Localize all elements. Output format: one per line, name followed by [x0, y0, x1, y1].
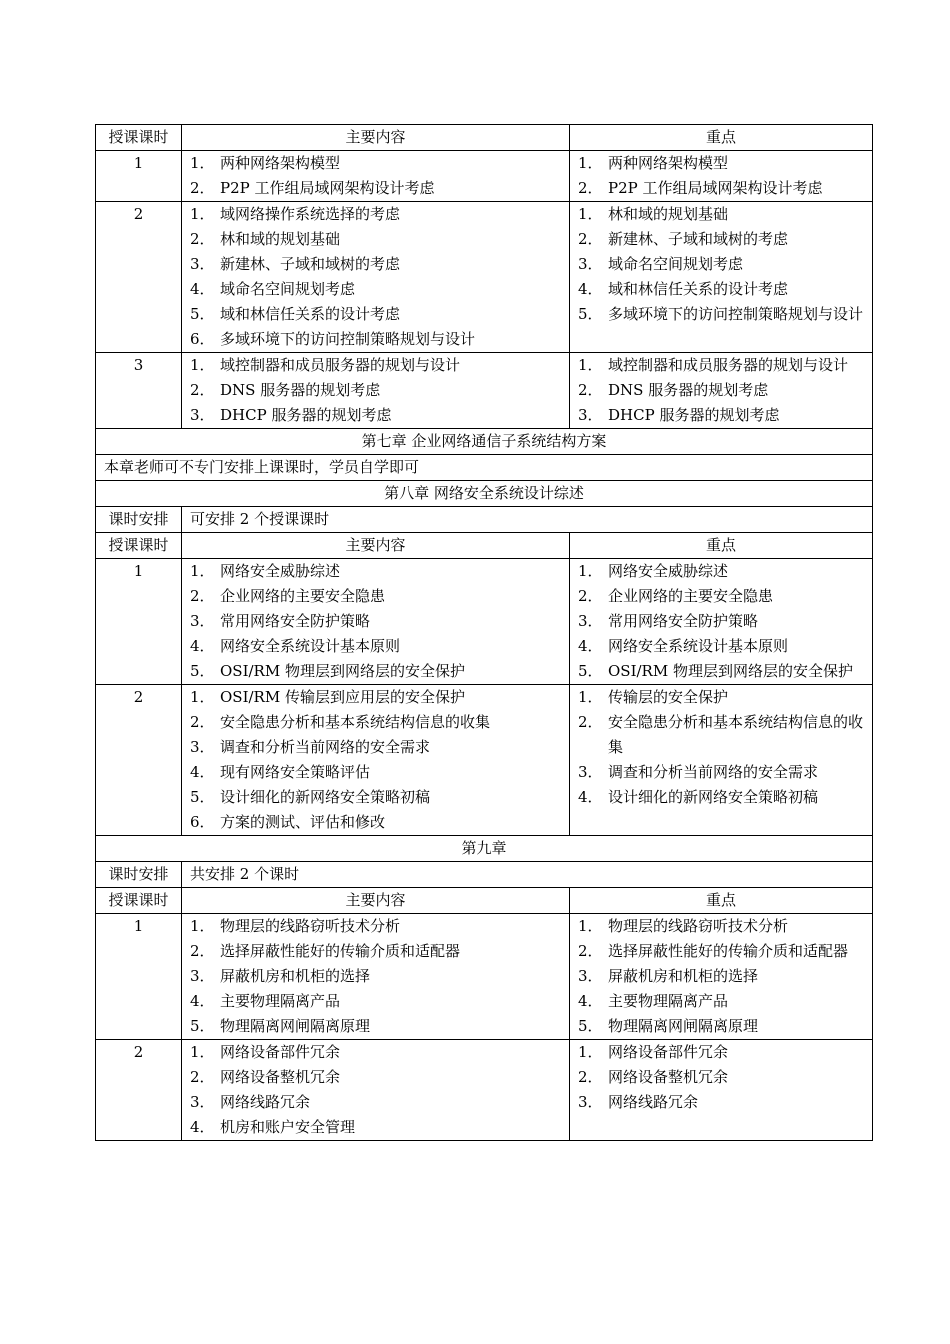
item-text: 物理隔离网闸隔离原理	[220, 1017, 371, 1035]
list-item	[182, 659, 569, 684]
column-header-row	[96, 125, 873, 151]
list-item	[182, 1065, 569, 1090]
item-number: 1．	[190, 205, 215, 223]
item-text: DNS 服务器的规划考虑	[220, 381, 381, 399]
item-text: 网络设备部件冗余	[608, 1043, 729, 1061]
session-number: 1	[96, 914, 182, 1040]
item-text: 机房和账户安全管理	[220, 1118, 356, 1136]
item-text: 安全隐患分析和基本系统结构信息的收集	[608, 713, 864, 756]
list-item	[182, 403, 569, 428]
item-number: 5．	[190, 788, 215, 806]
item-text: DNS 服务器的规划考虑	[608, 381, 769, 399]
item-number: 4．	[190, 1118, 215, 1136]
item-text: 新建林、子域和域树的考虑	[608, 230, 789, 248]
list-item	[182, 810, 569, 835]
content-cell	[182, 559, 570, 685]
list-item	[182, 1014, 569, 1039]
item-text: 网络设备整机冗余	[608, 1068, 729, 1086]
item-text: OSI/RM 物理层到网络层的安全保护	[608, 662, 853, 680]
list-item	[182, 785, 569, 810]
item-text: 企业网络的主要安全隐患	[220, 587, 386, 605]
item-text: 域命名空间规划考虑	[220, 280, 356, 298]
item-number: 6．	[190, 813, 215, 831]
list-item	[570, 378, 872, 403]
item-number: 3．	[578, 967, 603, 985]
item-text: 林和域的规划基础	[608, 205, 729, 223]
content-header: 主要内容	[182, 533, 570, 559]
list-item	[570, 1090, 872, 1115]
list-item	[182, 227, 569, 252]
list-item	[182, 202, 569, 227]
schedule-label: 课时安排	[96, 862, 182, 888]
item-number: 3．	[578, 406, 603, 424]
item-text: 主要物理隔离产品	[220, 992, 341, 1010]
item-text: 物理层的线路窃听技术分析	[608, 917, 789, 935]
content-header: 主要内容	[182, 125, 570, 151]
item-number: 3．	[578, 255, 603, 273]
item-number: 4．	[190, 637, 215, 655]
key-points-cell	[570, 151, 873, 202]
item-number: 4．	[578, 637, 603, 655]
column-header-row	[96, 533, 873, 559]
item-number: 2．	[190, 587, 215, 605]
item-number: 1．	[190, 1043, 215, 1061]
item-number: 4．	[578, 788, 603, 806]
item-number: 2．	[190, 230, 215, 248]
item-number: 4．	[578, 992, 603, 1010]
item-text: DHCP 服务器的规划考虑	[608, 406, 780, 424]
list-item	[570, 964, 872, 989]
item-number: 1．	[578, 917, 603, 935]
list-item	[570, 785, 872, 810]
item-text: 调查和分析当前网络的安全需求	[608, 763, 819, 781]
list-item	[570, 1040, 872, 1065]
list-item	[182, 634, 569, 659]
item-text: OSI/RM 物理层到网络层的安全保护	[220, 662, 465, 680]
syllabus-table	[95, 124, 873, 1141]
item-number: 3．	[578, 612, 603, 630]
item-text: 选择屏蔽性能好的传输介质和适配器	[220, 942, 461, 960]
item-number: 3．	[190, 255, 215, 273]
item-number: 1．	[578, 1043, 603, 1061]
item-text: 两种网络架构模型	[608, 154, 729, 172]
content-cell	[182, 151, 570, 202]
item-text: 域和林信任关系的设计考虑	[608, 280, 789, 298]
list-item	[182, 1040, 569, 1065]
content-cell	[182, 353, 570, 429]
session-row	[96, 559, 873, 685]
list-item	[570, 559, 872, 584]
item-text: P2P 工作组局域网架构设计考虑	[220, 179, 435, 197]
list-item	[182, 378, 569, 403]
item-number: 5．	[190, 305, 215, 323]
item-number: 2．	[578, 713, 603, 731]
item-text: 网络设备整机冗余	[220, 1068, 341, 1086]
key-points-cell	[570, 202, 873, 353]
list-item	[570, 914, 872, 939]
item-number: 5．	[190, 1017, 215, 1035]
item-number: 2．	[578, 230, 603, 248]
chapter-note: 本章老师可不专门安排上课课时，学员自学即可	[96, 455, 873, 481]
item-text: 物理层的线路窃听技术分析	[220, 917, 401, 935]
item-text: 网络安全威胁综述	[608, 562, 729, 580]
key-points-cell	[570, 353, 873, 429]
column-header-row	[96, 888, 873, 914]
item-text: 方案的测试、评估和修改	[220, 813, 386, 831]
item-text: 新建林、子域和域树的考虑	[220, 255, 401, 273]
session-number: 2	[96, 685, 182, 836]
session-number: 1	[96, 559, 182, 685]
list-item	[182, 559, 569, 584]
list-item	[570, 634, 872, 659]
item-text: OSI/RM 传输层到应用层的安全保护	[220, 688, 465, 706]
item-text: 设计细化的新网络安全策略初稿	[608, 788, 819, 806]
item-number: 6．	[190, 330, 215, 348]
list-item	[182, 327, 569, 352]
item-number: 3．	[190, 1093, 215, 1111]
item-text: 常用网络安全防护策略	[608, 612, 759, 630]
item-text: DHCP 服务器的规划考虑	[220, 406, 392, 424]
item-number: 2．	[190, 1068, 215, 1086]
list-item	[182, 710, 569, 735]
content-cell	[182, 202, 570, 353]
session-row	[96, 685, 873, 836]
list-item	[182, 964, 569, 989]
list-item	[182, 252, 569, 277]
item-text: 两种网络架构模型	[220, 154, 341, 172]
list-item	[570, 584, 872, 609]
item-number: 3．	[578, 763, 603, 781]
chapter-title: 第八章 网络安全系统设计综述	[96, 481, 873, 507]
list-item	[182, 760, 569, 785]
list-item	[570, 989, 872, 1014]
item-text: 设计细化的新网络安全策略初稿	[220, 788, 431, 806]
session-row	[96, 151, 873, 202]
item-number: 2．	[190, 942, 215, 960]
key-points-cell	[570, 559, 873, 685]
chapter-title-row	[96, 481, 873, 507]
list-item	[570, 939, 872, 964]
item-number: 1．	[190, 562, 215, 580]
list-item	[570, 353, 872, 378]
list-item	[182, 939, 569, 964]
item-number: 2．	[190, 381, 215, 399]
item-text: 域和林信任关系的设计考虑	[220, 305, 401, 323]
list-item	[570, 176, 872, 201]
item-text: 网络安全威胁综述	[220, 562, 341, 580]
schedule-value: 共安排 2 个课时	[182, 862, 873, 888]
item-number: 4．	[190, 992, 215, 1010]
item-number: 2．	[578, 381, 603, 399]
hours-header: 授课课时	[96, 888, 182, 914]
list-item	[182, 584, 569, 609]
list-item	[182, 989, 569, 1014]
item-number: 3．	[190, 612, 215, 630]
item-text: 企业网络的主要安全隐患	[608, 587, 774, 605]
item-text: 选择屏蔽性能好的传输介质和适配器	[608, 942, 849, 960]
item-number: 5．	[578, 662, 603, 680]
item-text: 物理隔离网闸隔离原理	[608, 1017, 759, 1035]
item-text: 主要物理隔离产品	[608, 992, 729, 1010]
item-number: 1．	[578, 154, 603, 172]
item-text: 多域环境下的访问控制策略规划与设计	[220, 330, 476, 348]
item-text: 域网络操作系统选择的考虑	[220, 205, 401, 223]
key-header: 重点	[570, 888, 873, 914]
item-text: 屏蔽机房和机柜的选择	[608, 967, 759, 985]
key-points-cell	[570, 1040, 873, 1141]
item-number: 1．	[190, 688, 215, 706]
item-number: 4．	[578, 280, 603, 298]
item-number: 3．	[190, 406, 215, 424]
item-text: 传输层的安全保护	[608, 688, 729, 706]
list-item	[570, 659, 872, 684]
item-text: 常用网络安全防护策略	[220, 612, 371, 630]
item-text: 网络安全系统设计基本原则	[608, 637, 789, 655]
key-points-cell	[570, 685, 873, 836]
item-number: 1．	[190, 917, 215, 935]
item-text: P2P 工作组局域网架构设计考虑	[608, 179, 823, 197]
session-row	[96, 914, 873, 1040]
item-text: 网络安全系统设计基本原则	[220, 637, 401, 655]
list-item	[182, 609, 569, 634]
chapter-title-row	[96, 429, 873, 455]
key-header: 重点	[570, 125, 873, 151]
list-item	[570, 227, 872, 252]
item-text: 域命名空间规划考虑	[608, 255, 744, 273]
content-cell	[182, 685, 570, 836]
list-item	[182, 685, 569, 710]
list-item	[570, 252, 872, 277]
item-text: 林和域的规划基础	[220, 230, 341, 248]
item-number: 5．	[190, 662, 215, 680]
list-item	[570, 1065, 872, 1090]
item-number: 2．	[190, 713, 215, 731]
list-item	[570, 760, 872, 785]
item-number: 1．	[578, 356, 603, 374]
chapter-title: 第七章 企业网络通信子系统结构方案	[96, 429, 873, 455]
item-number: 1．	[190, 356, 215, 374]
item-number: 2．	[190, 179, 215, 197]
item-text: 多域环境下的访问控制策略规划与设计	[608, 305, 864, 323]
list-item	[182, 1115, 569, 1140]
schedule-value: 可安排 2 个授课课时	[182, 507, 873, 533]
list-item	[570, 403, 872, 428]
list-item	[570, 151, 872, 176]
hours-header: 授课课时	[96, 533, 182, 559]
list-item	[182, 302, 569, 327]
item-number: 1．	[578, 205, 603, 223]
item-number: 1．	[190, 154, 215, 172]
schedule-row	[96, 862, 873, 888]
item-number: 5．	[578, 1017, 603, 1035]
session-number: 3	[96, 353, 182, 429]
item-text: 网络设备部件冗余	[220, 1043, 341, 1061]
item-number: 1．	[578, 562, 603, 580]
item-text: 网络线路冗余	[608, 1093, 699, 1111]
item-text: 域控制器和成员服务器的规划与设计	[608, 356, 849, 374]
session-number: 2	[96, 202, 182, 353]
item-number: 4．	[190, 763, 215, 781]
session-row	[96, 1040, 873, 1141]
item-number: 3．	[190, 738, 215, 756]
list-item	[182, 353, 569, 378]
session-row	[96, 353, 873, 429]
chapter-title-row	[96, 836, 873, 862]
list-item	[182, 1090, 569, 1115]
item-number: 2．	[578, 1068, 603, 1086]
key-header: 重点	[570, 533, 873, 559]
hours-header: 授课课时	[96, 125, 182, 151]
list-item	[570, 710, 872, 760]
schedule-label: 课时安排	[96, 507, 182, 533]
item-text: 域控制器和成员服务器的规划与设计	[220, 356, 461, 374]
list-item	[182, 176, 569, 201]
item-number: 1．	[578, 688, 603, 706]
item-number: 3．	[578, 1093, 603, 1111]
item-number: 2．	[578, 179, 603, 197]
session-number: 1	[96, 151, 182, 202]
session-row	[96, 202, 873, 353]
list-item	[182, 914, 569, 939]
item-number: 2．	[578, 942, 603, 960]
key-points-cell	[570, 914, 873, 1040]
schedule-row	[96, 507, 873, 533]
item-number: 3．	[190, 967, 215, 985]
list-item	[182, 151, 569, 176]
chapter-title: 第九章	[96, 836, 873, 862]
list-item	[570, 685, 872, 710]
item-text: 调查和分析当前网络的安全需求	[220, 738, 431, 756]
item-text: 屏蔽机房和机柜的选择	[220, 967, 371, 985]
item-text: 安全隐患分析和基本系统结构信息的收集	[220, 713, 491, 731]
content-header: 主要内容	[182, 888, 570, 914]
list-item	[182, 735, 569, 760]
item-number: 2．	[578, 587, 603, 605]
content-cell	[182, 1040, 570, 1141]
list-item	[570, 1014, 872, 1039]
item-text: 网络线路冗余	[220, 1093, 311, 1111]
chapter-note-row	[96, 455, 873, 481]
list-item	[570, 202, 872, 227]
item-number: 5．	[578, 305, 603, 323]
item-text: 现有网络安全策略评估	[220, 763, 371, 781]
list-item	[182, 277, 569, 302]
session-number: 2	[96, 1040, 182, 1141]
list-item	[570, 277, 872, 302]
content-cell	[182, 914, 570, 1040]
list-item	[570, 302, 872, 327]
item-number: 4．	[190, 280, 215, 298]
list-item	[570, 609, 872, 634]
